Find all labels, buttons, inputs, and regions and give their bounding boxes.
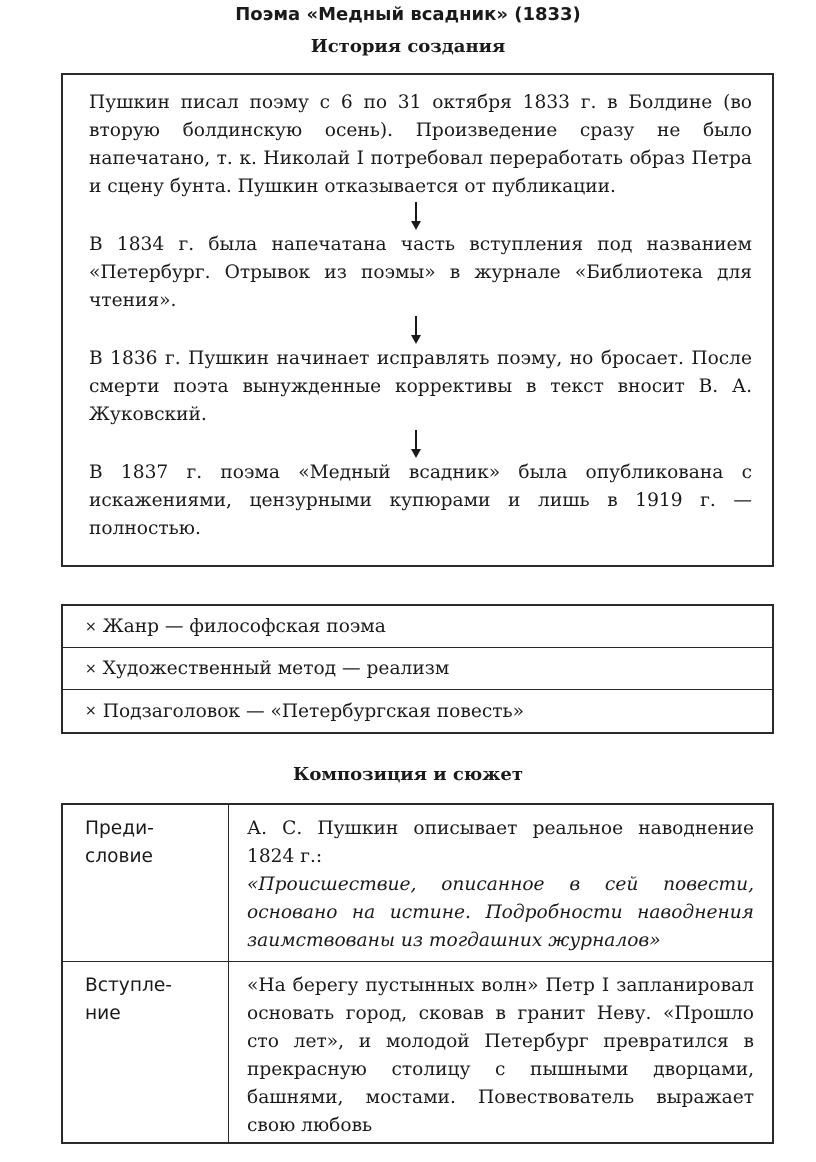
row-quote: «Происшествие, описанное в сей повести, основано на истине. Подробности наводнения заимствованы из тогдашних журналов» bbox=[247, 874, 754, 951]
row-label: Преди- словие bbox=[63, 805, 229, 961]
table-row bbox=[63, 805, 772, 962]
history-paragraph-1: Пушкин писал поэму с 6 по 31 октября 1833 г. в Болдине (во вторую болдинскую осень). Произведение сразу не было напечатано, т. к. Николай I потребовал переработать образ Петра и сцену бунта. Пушкин отказывается от публикации. bbox=[89, 92, 752, 197]
fact-row-subtitle bbox=[63, 690, 772, 732]
history-box bbox=[61, 73, 774, 567]
down-arrow-icon bbox=[407, 429, 425, 459]
fact-text: Художественный метод — реализм bbox=[102, 658, 450, 679]
history-heading: История создания bbox=[310, 36, 506, 57]
row-text: А. С. Пушкин описывает реальное наводнение 1824 г.: bbox=[247, 818, 754, 867]
down-arrow-icon bbox=[407, 315, 425, 345]
facts-box bbox=[61, 604, 774, 734]
composition-table bbox=[61, 803, 774, 1144]
page-title: Поэма «Медный всадник» (1833) bbox=[235, 4, 581, 25]
down-arrow-icon bbox=[407, 201, 425, 231]
history-paragraph-4: В 1837 г. поэма «Медный всадник» была опубликована с искажениями, цензурными купюрами и лишь в 1919 г. — полностью. bbox=[89, 462, 752, 539]
row-content bbox=[229, 962, 772, 1142]
fact-text: Жанр — философская поэма bbox=[102, 616, 386, 637]
cross-icon: × bbox=[85, 703, 97, 719]
fact-row-genre bbox=[63, 606, 772, 648]
row-text: «На берегу пустынных волн» Петр I запланировал основать город, сковав в гранит Неву. «Прошло сто лет», и молодой Петербург превратился в прекрасную столицу с пышными дворцами, башнями, мостами. Повествователь выражает свою любовь bbox=[247, 975, 754, 1136]
cross-icon: × bbox=[85, 660, 97, 677]
fact-row-method bbox=[63, 648, 772, 690]
composition-heading: Композиция и сюжет bbox=[292, 764, 524, 785]
row-content bbox=[229, 805, 772, 961]
table-row bbox=[63, 962, 772, 1142]
history-paragraph-3: В 1836 г. Пушкин начинает исправлять поэму, но бросает. После смерти поэта вынужденные коррективы в текст вносит В. А. Жуковский. bbox=[89, 348, 752, 425]
cross-icon: × bbox=[85, 618, 97, 635]
history-paragraph-2: В 1834 г. была напечатана часть вступления под названием «Петербург. Отрывок из поэмы» в журнале «Библиотека для чтения». bbox=[89, 234, 752, 311]
row-label: Вступле- ние bbox=[63, 962, 229, 1142]
fact-text: Подзаголовок — «Петербургская повесть» bbox=[102, 700, 525, 722]
